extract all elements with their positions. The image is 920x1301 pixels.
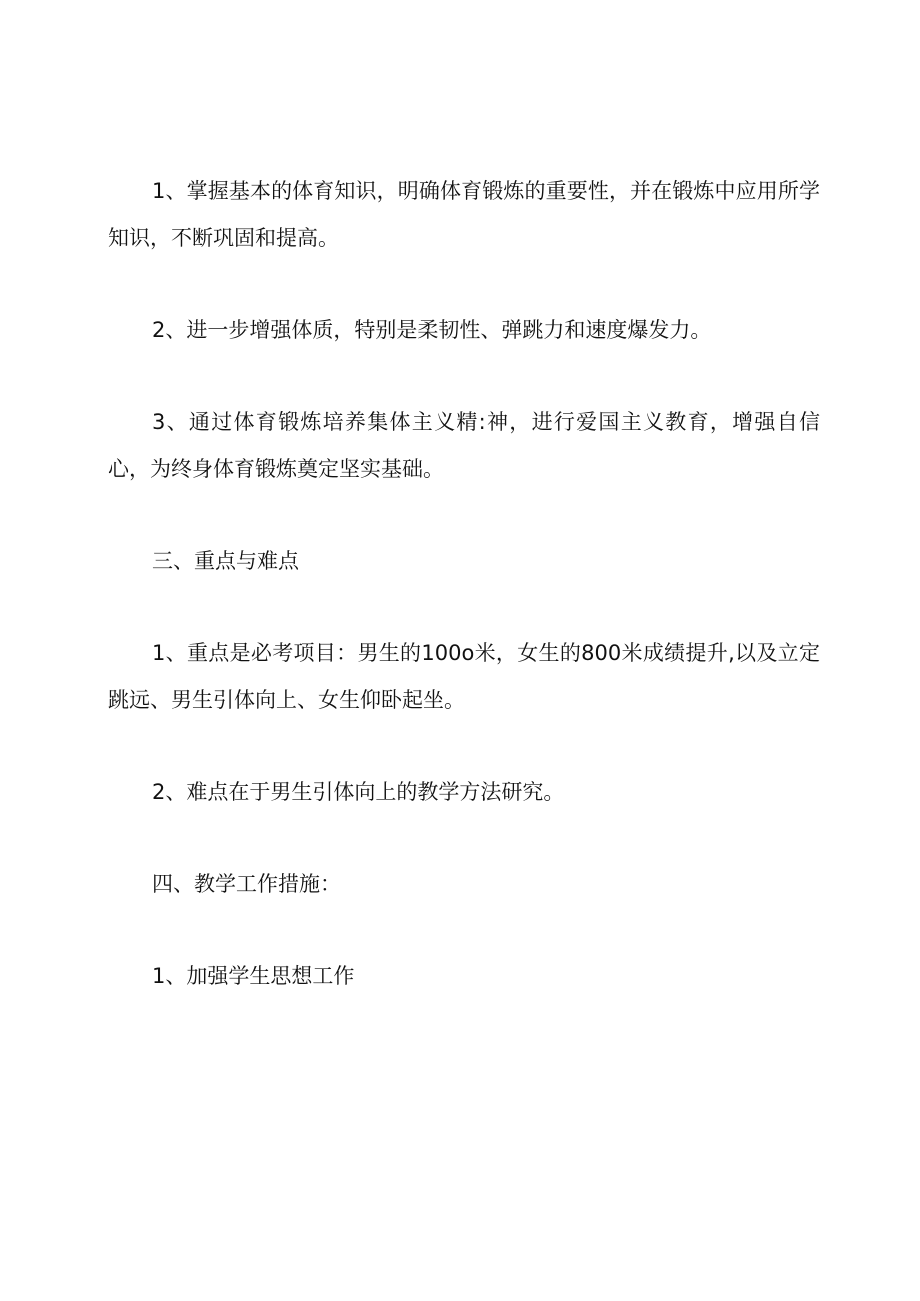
paragraph-objective-2: 2、进一步增强体质，特别是柔韧性、弹跳力和速度爆发力。	[152, 318, 712, 342]
paragraph-objective-1: 1、掌握基本的体育知识，明确体育锻炼的重要性，并在锻炼中应用所学知识，不断巩固和提高。	[108, 179, 820, 250]
section-heading-measures: 四、教学工作措施：	[152, 872, 341, 896]
paragraph-key-point-2: 2、难点在于男生引体向上的教学方法研究。	[152, 780, 565, 804]
paragraph-objective-3: 3、通过体育锻炼培养集体主义精:神，进行爱国主义教育，增强自信心，为终身体育锻炼奠定坚实基础。	[108, 410, 820, 481]
paragraph-measure-1: 1、加强学生思想工作	[152, 964, 355, 988]
document-body	[108, 168, 820, 1045]
paragraph-key-point-1: 1、重点是必考项目：男生的100o米，女生的800米成绩提升,以及立定跳远、男生引体向上、女生仰卧起坐。	[108, 641, 820, 712]
section-heading-key-points: 三、重点与难点	[152, 549, 299, 573]
